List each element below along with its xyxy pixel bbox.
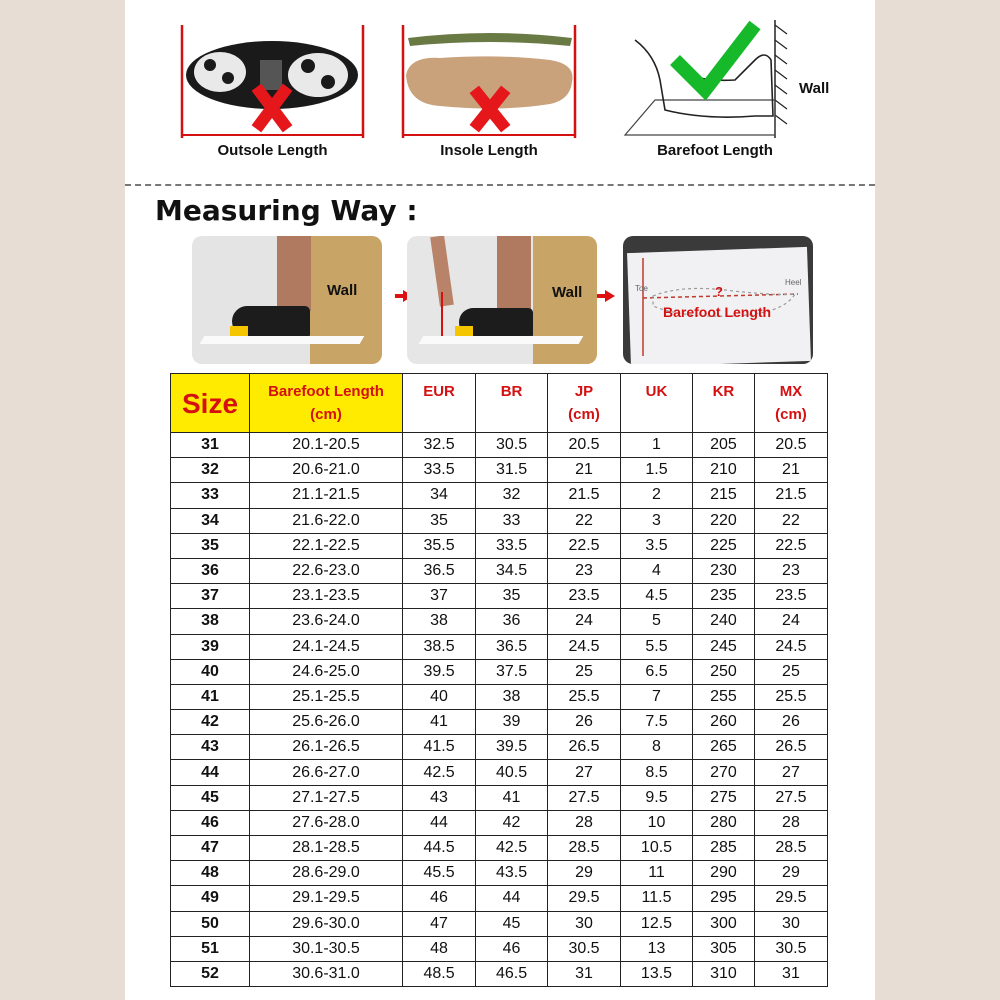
cell-eur: 48 (403, 936, 476, 961)
cell-uk: 5 (621, 609, 693, 634)
cell-mx: 21.5 (754, 483, 827, 508)
cell-jp: 26.5 (547, 735, 620, 760)
cell-mx: 20.5 (754, 433, 827, 458)
insole-length-label: Insole Length (440, 142, 538, 159)
size-chart-page (125, 0, 875, 1000)
cell-mx: 23 (754, 558, 827, 583)
cell-kr: 215 (692, 483, 754, 508)
table-row (171, 735, 828, 760)
cell-kr: 255 (692, 684, 754, 709)
cell-mx: 28 (754, 810, 827, 835)
cell-barefoot-length: 21.1-21.5 (250, 483, 403, 508)
cell-uk: 1.5 (621, 458, 693, 483)
cell-size: 35 (171, 533, 250, 558)
cell-mx: 22.5 (754, 533, 827, 558)
cell-br: 44 (476, 886, 548, 911)
measuring-way-title: Measuring Way : (155, 194, 418, 227)
cell-size: 45 (171, 785, 250, 810)
cell-size: 32 (171, 458, 250, 483)
cell-jp: 25.5 (547, 684, 620, 709)
cell-mx: 29.5 (754, 886, 827, 911)
cell-uk: 13.5 (621, 961, 693, 986)
cell-mx: 30.5 (754, 936, 827, 961)
cell-eur: 43 (403, 785, 476, 810)
table-row (171, 961, 828, 986)
outsole-image (180, 20, 365, 140)
cell-barefoot-length: 30.1-30.5 (250, 936, 403, 961)
cell-br: 46.5 (476, 961, 548, 986)
cell-jp: 24 (547, 609, 620, 634)
cell-uk: 4.5 (621, 584, 693, 609)
cell-jp: 28 (547, 810, 620, 835)
barefoot-length-label: Barefoot Length (657, 142, 773, 159)
table-row (171, 810, 828, 835)
cell-kr: 235 (692, 584, 754, 609)
cell-barefoot-length: 28.6-29.0 (250, 861, 403, 886)
foot-outline-drawing (623, 236, 813, 364)
insole-image (400, 20, 578, 140)
cell-mx: 27.5 (754, 785, 827, 810)
cell-jp: 30.5 (547, 936, 620, 961)
cell-eur: 41 (403, 710, 476, 735)
cell-br: 39 (476, 710, 548, 735)
cell-barefoot-length: 29.6-30.0 (250, 911, 403, 936)
table-row (171, 584, 828, 609)
cell-size: 33 (171, 483, 250, 508)
table-row (171, 609, 828, 634)
photo-marking-foot (407, 236, 597, 364)
cell-br: 33 (476, 508, 548, 533)
table-row (171, 836, 828, 861)
cell-size: 47 (171, 836, 250, 861)
cell-size: 39 (171, 634, 250, 659)
cell-jp: 22 (547, 508, 620, 533)
cell-mx: 21 (754, 458, 827, 483)
cell-eur: 44.5 (403, 836, 476, 861)
table-row (171, 785, 828, 810)
cell-kr: 220 (692, 508, 754, 533)
cell-eur: 45.5 (403, 861, 476, 886)
table-row (171, 659, 828, 684)
cell-jp: 21.5 (547, 483, 620, 508)
cell-size: 43 (171, 735, 250, 760)
cell-kr: 300 (692, 911, 754, 936)
cell-size: 46 (171, 810, 250, 835)
cell-size: 34 (171, 508, 250, 533)
cell-br: 33.5 (476, 533, 548, 558)
cell-jp: 26 (547, 710, 620, 735)
photo-foot-against-wall (192, 236, 382, 364)
cell-kr: 310 (692, 961, 754, 986)
cell-size: 50 (171, 911, 250, 936)
cell-eur: 48.5 (403, 961, 476, 986)
cell-uk: 10.5 (621, 836, 693, 861)
header-uk: UK (621, 374, 693, 433)
cell-mx: 28.5 (754, 836, 827, 861)
table-row (171, 433, 828, 458)
cell-size: 52 (171, 961, 250, 986)
cell-uk: 3 (621, 508, 693, 533)
cell-mx: 30 (754, 911, 827, 936)
cell-uk: 1 (621, 433, 693, 458)
table-row (171, 458, 828, 483)
cell-br: 34.5 (476, 558, 548, 583)
cell-uk: 10 (621, 810, 693, 835)
size-conversion-table (170, 373, 828, 987)
cell-eur: 35.5 (403, 533, 476, 558)
barefoot-length-photo-label: Barefoot Length (663, 304, 772, 320)
cell-eur: 44 (403, 810, 476, 835)
cell-size: 31 (171, 433, 250, 458)
cell-br: 45 (476, 911, 548, 936)
cell-jp: 24.5 (547, 634, 620, 659)
cell-uk: 8 (621, 735, 693, 760)
cell-kr: 270 (692, 760, 754, 785)
cell-eur: 38 (403, 609, 476, 634)
cell-kr: 245 (692, 634, 754, 659)
header-kr: KR (692, 374, 754, 433)
header-mx: MX (cm) (754, 374, 827, 433)
cell-br: 39.5 (476, 735, 548, 760)
cell-eur: 36.5 (403, 558, 476, 583)
cell-mx: 27 (754, 760, 827, 785)
cell-size: 38 (171, 609, 250, 634)
cell-br: 42 (476, 810, 548, 835)
cell-mx: 31 (754, 961, 827, 986)
cell-kr: 210 (692, 458, 754, 483)
header-br: BR (476, 374, 548, 433)
cell-uk: 2 (621, 483, 693, 508)
cell-uk: 12.5 (621, 911, 693, 936)
cell-eur: 34 (403, 483, 476, 508)
cell-jp: 27.5 (547, 785, 620, 810)
cell-eur: 40 (403, 684, 476, 709)
cell-mx: 24.5 (754, 634, 827, 659)
cell-jp: 25 (547, 659, 620, 684)
cell-jp: 30 (547, 911, 620, 936)
cell-barefoot-length: 25.1-25.5 (250, 684, 403, 709)
cell-eur: 37 (403, 584, 476, 609)
cell-jp: 23.5 (547, 584, 620, 609)
table-row (171, 558, 828, 583)
table-row (171, 533, 828, 558)
question-mark: ? (715, 284, 723, 299)
cell-kr: 280 (692, 810, 754, 835)
cell-barefoot-length: 24.6-25.0 (250, 659, 403, 684)
cell-barefoot-length: 26.6-27.0 (250, 760, 403, 785)
dashed-divider (125, 184, 875, 186)
cell-br: 40.5 (476, 760, 548, 785)
cell-jp: 28.5 (547, 836, 620, 861)
cell-jp: 21 (547, 458, 620, 483)
cell-mx: 25 (754, 659, 827, 684)
cell-kr: 250 (692, 659, 754, 684)
cell-barefoot-length: 22.6-23.0 (250, 558, 403, 583)
cell-barefoot-length: 30.6-31.0 (250, 961, 403, 986)
cell-eur: 39.5 (403, 659, 476, 684)
cell-barefoot-length: 21.6-22.0 (250, 508, 403, 533)
cell-barefoot-length: 27.6-28.0 (250, 810, 403, 835)
cell-barefoot-length: 27.1-27.5 (250, 785, 403, 810)
cell-br: 46 (476, 936, 548, 961)
header-barefoot-length: Barefoot Length (cm) (250, 374, 403, 433)
cell-kr: 285 (692, 836, 754, 861)
cell-kr: 290 (692, 861, 754, 886)
table-row (171, 760, 828, 785)
cell-uk: 3.5 (621, 533, 693, 558)
cell-br: 38 (476, 684, 548, 709)
table-header-row (171, 374, 828, 433)
cell-eur: 47 (403, 911, 476, 936)
cell-eur: 38.5 (403, 634, 476, 659)
cell-size: 37 (171, 584, 250, 609)
cell-barefoot-length: 20.1-20.5 (250, 433, 403, 458)
cell-kr: 225 (692, 533, 754, 558)
cell-jp: 22.5 (547, 533, 620, 558)
cell-mx: 22 (754, 508, 827, 533)
cell-mx: 29 (754, 861, 827, 886)
cell-kr: 230 (692, 558, 754, 583)
table-row (171, 911, 828, 936)
cell-size: 36 (171, 558, 250, 583)
cell-kr: 205 (692, 433, 754, 458)
cell-br: 43.5 (476, 861, 548, 886)
cell-eur: 41.5 (403, 735, 476, 760)
cell-uk: 4 (621, 558, 693, 583)
cell-br: 35 (476, 584, 548, 609)
cell-kr: 275 (692, 785, 754, 810)
cell-uk: 13 (621, 936, 693, 961)
cell-eur: 42.5 (403, 760, 476, 785)
table-row (171, 861, 828, 886)
cell-kr: 260 (692, 710, 754, 735)
table-row (171, 886, 828, 911)
cell-size: 41 (171, 684, 250, 709)
cell-barefoot-length: 24.1-24.5 (250, 634, 403, 659)
cell-br: 37.5 (476, 659, 548, 684)
cell-barefoot-length: 28.1-28.5 (250, 836, 403, 861)
table-body (171, 433, 828, 987)
cell-barefoot-length: 25.6-26.0 (250, 710, 403, 735)
toe-label: Toe (635, 284, 648, 293)
table-row (171, 936, 828, 961)
cell-kr: 295 (692, 886, 754, 911)
cell-br: 32 (476, 483, 548, 508)
cell-eur: 46 (403, 886, 476, 911)
cell-size: 49 (171, 886, 250, 911)
header-size: Size (171, 374, 250, 433)
cell-jp: 20.5 (547, 433, 620, 458)
cell-barefoot-length: 29.1-29.5 (250, 886, 403, 911)
cell-size: 44 (171, 760, 250, 785)
cell-barefoot-length: 23.1-23.5 (250, 584, 403, 609)
cell-uk: 7.5 (621, 710, 693, 735)
table-row (171, 710, 828, 735)
cell-uk: 7 (621, 684, 693, 709)
cell-br: 30.5 (476, 433, 548, 458)
cell-size: 42 (171, 710, 250, 735)
table-row (171, 634, 828, 659)
cell-barefoot-length: 22.1-22.5 (250, 533, 403, 558)
cell-uk: 11.5 (621, 886, 693, 911)
wall-text-2: Wall (552, 284, 583, 301)
photo-barefoot-tracing (623, 236, 813, 364)
cell-br: 36 (476, 609, 548, 634)
wall-label: Wall (799, 80, 830, 97)
cell-mx: 25.5 (754, 684, 827, 709)
cell-br: 41 (476, 785, 548, 810)
cell-mx: 26 (754, 710, 827, 735)
header-jp: JP (cm) (547, 374, 620, 433)
cell-br: 31.5 (476, 458, 548, 483)
cell-uk: 8.5 (621, 760, 693, 785)
cell-mx: 26.5 (754, 735, 827, 760)
cell-eur: 35 (403, 508, 476, 533)
cell-size: 40 (171, 659, 250, 684)
cell-eur: 32.5 (403, 433, 476, 458)
cell-uk: 11 (621, 861, 693, 886)
next-step-arrow-icon (605, 290, 615, 302)
cell-kr: 305 (692, 936, 754, 961)
cell-jp: 27 (547, 760, 620, 785)
cell-jp: 23 (547, 558, 620, 583)
outsole-length-label: Outsole Length (217, 142, 328, 159)
cell-size: 51 (171, 936, 250, 961)
cell-br: 42.5 (476, 836, 548, 861)
cell-jp: 29.5 (547, 886, 620, 911)
table-row (171, 483, 828, 508)
cell-kr: 240 (692, 609, 754, 634)
cell-barefoot-length: 23.6-24.0 (250, 609, 403, 634)
cell-size: 48 (171, 861, 250, 886)
header-eur: EUR (403, 374, 476, 433)
cell-br: 36.5 (476, 634, 548, 659)
cell-barefoot-length: 26.1-26.5 (250, 735, 403, 760)
wall-text-1: Wall (327, 282, 358, 299)
cell-uk: 9.5 (621, 785, 693, 810)
cell-mx: 24 (754, 609, 827, 634)
table-row (171, 508, 828, 533)
cell-eur: 33.5 (403, 458, 476, 483)
cell-jp: 29 (547, 861, 620, 886)
cell-kr: 265 (692, 735, 754, 760)
heel-label: Heel (785, 278, 802, 287)
cell-uk: 5.5 (621, 634, 693, 659)
table-row (171, 684, 828, 709)
cell-uk: 6.5 (621, 659, 693, 684)
cell-mx: 23.5 (754, 584, 827, 609)
cell-barefoot-length: 20.6-21.0 (250, 458, 403, 483)
barefoot-image (615, 20, 800, 140)
cell-jp: 31 (547, 961, 620, 986)
